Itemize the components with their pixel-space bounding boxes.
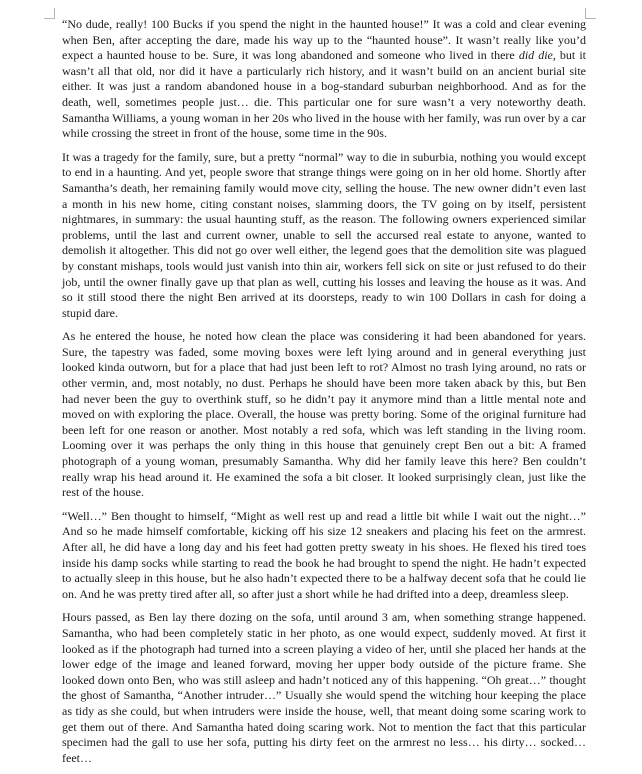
paragraph-5: Hours passed, as Ben lay there dozing on the sofa, until around 3 am, when something strange happened. Samantha, who had been completely static in her photo, as one would expect, suddenly moved. At first it looked as if the photograph had turned into a screen playing a video of her, until she placed her hands at the lower edge of the image and leaned forward, moving her upper body outside of the picture frame. She looked down onto Ben, who was still asleep and hadn’t noticed any of this happening. “Oh great…” thought the ghost of Samantha, “Another intruder…” Usually she would spend the witching hour keeping the place as tidy as she could, but when intruders were inside the house, well, that meant doing some scaring work to get them out of there. And Samantha hated doing scaring work. Not to mention the fact that this particular specimen had the gall to use her sofa, putting his dirty feet on the armrest no less… his dirty… socked… feet… (62, 610, 586, 765)
paragraph-2: It was a tragedy for the family, sure, but a pretty “normal” way to die in suburbia, nothing you would except to end in a haunting. And yet, people swore that strange things were going on in her old home. Shortly after Samantha’s death, her remaining family would move city, selling the house. The new owner didn’t even last a month in his new home, citing constant noises, slamming doors, the TV going on by itself, persistent nightmares, in summary: the usual haunting stuff, as the reason. The following owners experienced similar problems, until the last and current owner, unable to sell the accursed real estate to anyone, wanted to demolish it altogether. This did not go over well either, the legend goes that the demolition site was plagued by constant mishaps, tools would just vanish into thin air, workers fell sick on site or just refused to do their job, until the owner finally gave up that plan as well, cutting his losses and leaving the house as it was. And so it still stood there the night Ben arrived at its doorsteps, ready to win 100 Dollars in cash for doing a stupid dare. (62, 149, 586, 320)
paragraph-3: As he entered the house, he noted how clean the place was considering it had been abandoned for years. Sure, the tapestry was faded, some moving boxes were left lying around and in general everything just looked kinda outworn, but for a place that had just been left to rot? Almost no trash lying around, no rats or other vermin, and, most notably, no dust. Perhaps he should have been more taken aback by this, but Ben had never been the guy to overthink stuff, so he didn’t pay it anymore mind than a little mental note and moved on with exploring the place. Overall, the house was pretty boring. Some of the original furniture had been left for one reason or another. Most notably a red sofa, which was left standing in the living room. Looming over it was perhaps the only thing in this house that genuinely crept Ben out a bit: A framed photograph of a young woman, presumably Samantha. Why did her family leave this here? Ben couldn’t really wrap his head around it. He examined the sofa a bit closer. It looked surprisingly clean, just like the rest of the house. (62, 329, 586, 500)
margin-corner-mark-right (585, 8, 596, 19)
emphasis-text: did die (518, 48, 553, 63)
document-body[interactable] (62, 17, 586, 774)
margin-corner-mark-left (44, 8, 55, 19)
paragraph-4: “Well…” Ben thought to himself, “Might as well rest up and read a little bit while I wait out the night…” And so he made himself comfortable, kicking off his size 12 sneakers and placing his feet on the armrest. After all, he did have a long day and his feet had gotten pretty sweaty in his shoes. He flexed his tired toes inside his damp socks while starting to read the book he had brought to spend the night. He hadn’t expected to actually sleep in this house, but he also hadn’t expected there to be a halfway decent sofa that he could lie on. And he was pretty tired after all, so after just a short while he had drifted into a deep, dreamless sleep. (62, 508, 586, 601)
paragraph-1: “No dude, really! 100 Bucks if you spend the night in the haunted house!” It was a cold and clear evening when Ben, after accepting the dare, made his way up to the “haunted house”. It wasn’t really like you’d expect a haunted house to be. Sure, it was long abandoned and someone who lived in there did die, but it wasn’t all that old, nor did it have a particularly rich history, and it wasn’t build on an ancient burial site either. It was just a random abandoned house in a bog-standard suburban neighborhood. And as for the death, well, sometimes people just… die. This particular one for sure wasn’t a very noteworthy death. Samantha Williams, a young woman in her 20s who lived in the house with her family, was run over by a car while crossing the street in front of the house, some time in the 90s. (62, 17, 586, 141)
